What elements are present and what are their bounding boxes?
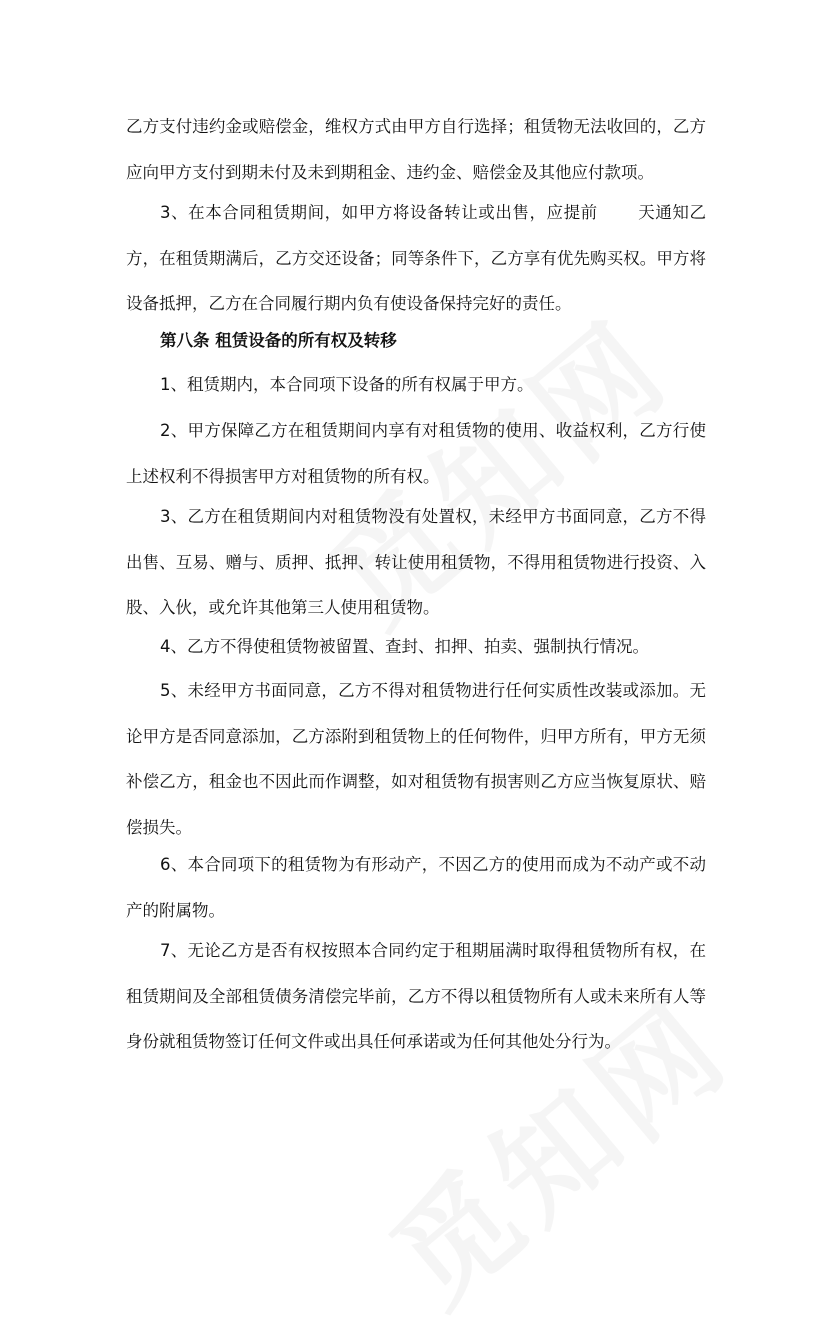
section-heading-article-8: 第八条 租赁设备的所有权及转移 — [160, 331, 397, 350]
paragraph-clause-4: 4、乙方不得使租赁物被留置、查封、扣押、拍卖、强制执行情况。 — [160, 637, 649, 656]
paragraph-clause-7: 7、无论乙方是否有权按照本合同约定于租期届满时取得租赁物所有权，在租赁期间及全部租赁债务清偿完毕前，乙方不得以租赁物所有人或未来所有人等身份就租赁物签订任何文件或出具任何承诺或为任何其他处分行为。 — [126, 941, 706, 1051]
paragraph-continued: 乙方支付违约金或赔偿金，维权方式由甲方自行选择；租赁物无法收回的，乙方应向甲方支付到期未付及未到期租金、违约金、赔偿金及其他应付款项。 — [126, 117, 706, 182]
clause-3-text-end: 天通知乙方，在租赁期满后，乙方交还设备；同等条件下，乙方享有优先购买权。甲方将设备抵押，乙方在合同履行期内负有使设备保持完好的责任。 — [126, 203, 707, 313]
paragraph-clause-1: 1、租赁期内，本合同项下设备的所有权属于甲方。 — [160, 375, 534, 394]
paragraph-clause-2: 2、甲方保障乙方在租赁期间内享有对租赁物的使用、收益权利，乙方行使上述权利不得损害甲方对租赁物的所有权。 — [126, 421, 706, 486]
paragraph-clause-3-transfer — [126, 190, 706, 327]
clause-3-text-start: 3、在本合同租赁期间，如甲方将设备转让或出售，应提前 — [160, 203, 598, 222]
paragraph-clause-5: 5、未经甲方书面同意，乙方不得对租赁物进行任何实质性改装或添加。无论甲方是否同意添加，乙方添附到租赁物上的任何物件，归甲方所有，甲方无须补偿乙方，租金也不因此而作调整，如对租赁物有损害则乙方应当恢复原状、赔偿损失。 — [126, 681, 706, 837]
paragraph-clause-6: 6、本合同项下的租赁物为有形动产，不因乙方的使用而成为不动产或不动产的附属物。 — [126, 855, 706, 920]
paragraph-clause-3: 3、乙方在租赁期间内对租赁物没有处置权，未经甲方书面同意，乙方不得出售、互易、赠与、质押、抵押、转让使用租赁物，不得用租赁物进行投资、入股、入伙，或允许其他第三人使用租赁物。 — [126, 507, 706, 617]
